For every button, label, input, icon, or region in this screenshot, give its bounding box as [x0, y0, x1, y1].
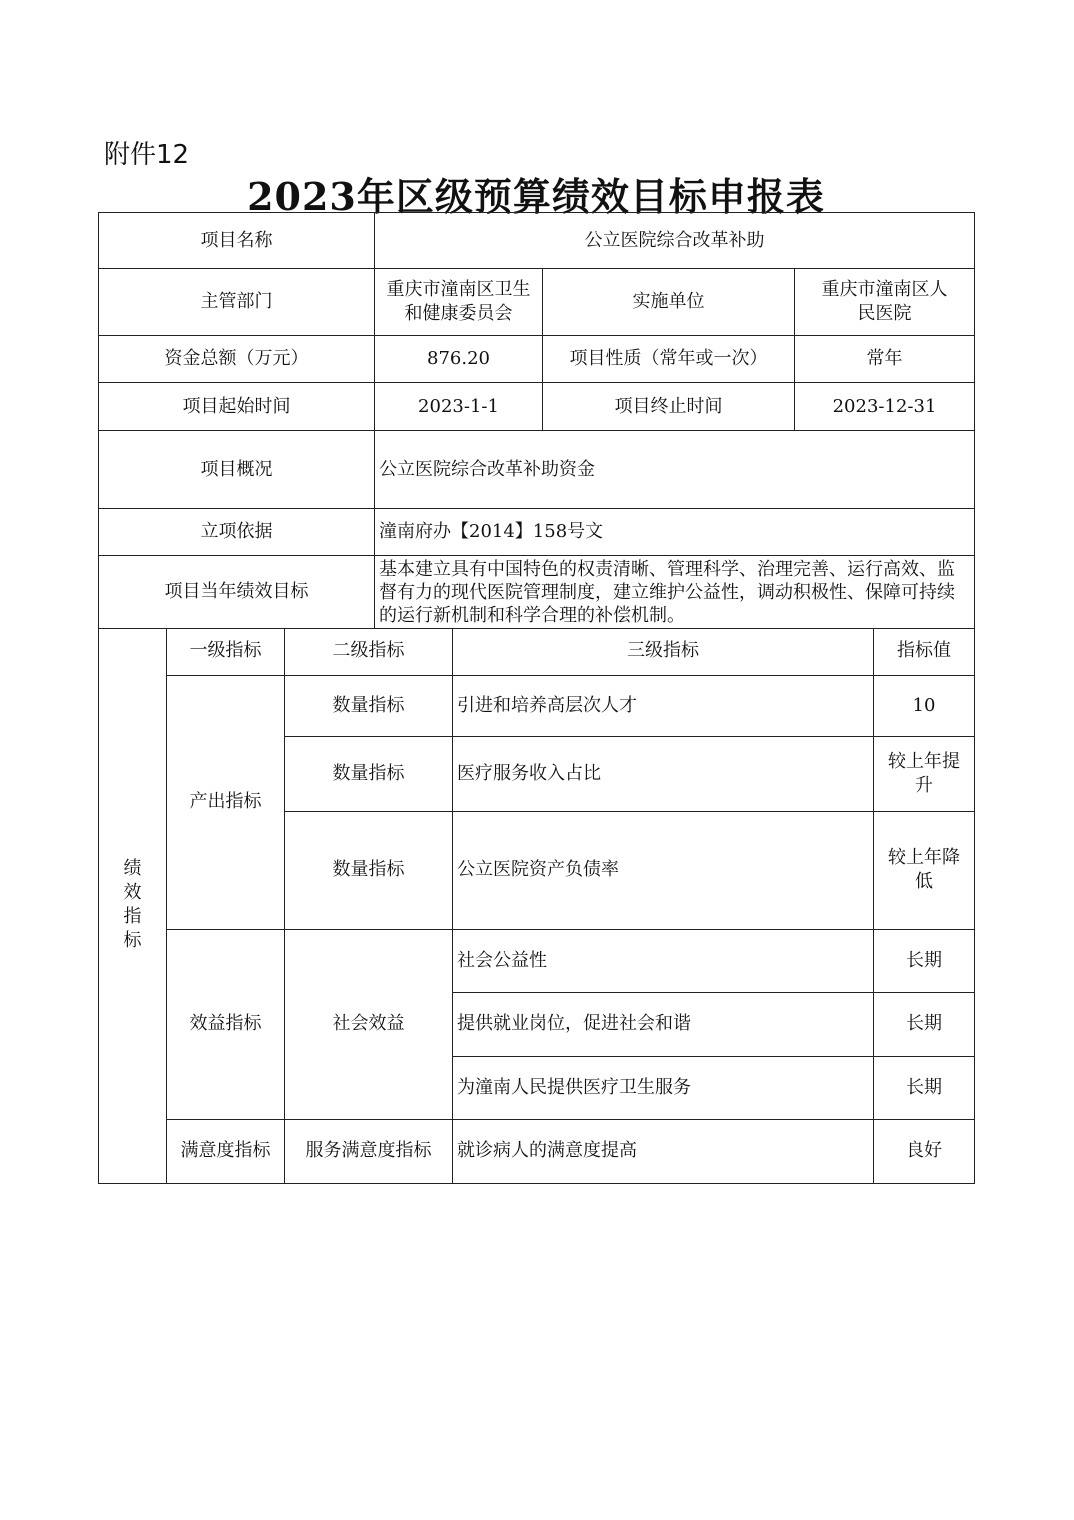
end-value: 2023-12-31 — [795, 383, 975, 431]
basis-value: 潼南府办【2014】158号文 — [375, 509, 975, 556]
level3-cell: 提供就业岗位，促进社会和谐 — [453, 992, 874, 1056]
start-label: 项目起始时间 — [99, 383, 375, 431]
project-info-table — [98, 212, 975, 629]
attachment-label: 附件12 — [104, 140, 190, 170]
social-benefit: 社会效益 — [285, 929, 453, 1119]
table-row — [99, 431, 975, 509]
header-level2: 二级指标 — [285, 628, 453, 675]
level3-cell: 社会公益性 — [453, 929, 874, 992]
basis-label: 立项依据 — [99, 509, 375, 556]
nature-label: 项目性质（常年或一次） — [543, 336, 795, 383]
table-row — [99, 509, 975, 556]
value-cell: 良好 — [874, 1119, 975, 1183]
section-label: 绩效指标 — [99, 628, 167, 1183]
goal-value: 基本建立具有中国特色的权责清晰、管理科学、治理完善、运行高效、监督有力的现代医院管理制度，建立维护公益性，调动积极性、保障可持续的运行新机制和科学合理的补偿机制。 — [375, 556, 975, 629]
table-row — [99, 929, 975, 992]
level3-cell: 引进和培养高层次人才 — [453, 675, 874, 736]
header-value: 指标值 — [874, 628, 975, 675]
satisfaction-indicator: 满意度指标 — [167, 1119, 285, 1183]
header-level3: 三级指标 — [453, 628, 874, 675]
level3-cell: 医疗服务收入占比 — [453, 736, 874, 811]
table-row — [99, 556, 975, 629]
value-cell: 较上年提升 — [874, 736, 975, 811]
table-row — [99, 213, 975, 269]
nature-value: 常年 — [795, 336, 975, 383]
level2-cell: 服务满意度指标 — [285, 1119, 453, 1183]
end-label: 项目终止时间 — [543, 383, 795, 431]
table-row — [99, 628, 975, 675]
level3-cell: 为潼南人民提供医疗卫生服务 — [453, 1056, 874, 1119]
level3-cell: 就诊病人的满意度提高 — [453, 1119, 874, 1183]
level2-cell: 数量指标 — [285, 675, 453, 736]
benefit-indicator: 效益指标 — [167, 929, 285, 1119]
dept-label: 主管部门 — [99, 269, 375, 336]
table-row — [99, 269, 975, 336]
dept-value: 重庆市潼南区卫生和健康委员会 — [375, 269, 543, 336]
project-name-value: 公立医院综合改革补助 — [375, 213, 975, 269]
value-cell: 长期 — [874, 929, 975, 992]
start-value: 2023-1-1 — [375, 383, 543, 431]
page-title: 2023年区级预算绩效目标申报表 — [247, 174, 825, 219]
header-level1: 一级指标 — [167, 628, 285, 675]
fund-label: 资金总额（万元） — [99, 336, 375, 383]
table-row — [99, 336, 975, 383]
impl-label: 实施单位 — [543, 269, 795, 336]
overview-value: 公立医院综合改革补助资金 — [375, 431, 975, 509]
value-cell: 10 — [874, 675, 975, 736]
impl-value: 重庆市潼南区人民医院 — [795, 269, 975, 336]
project-name-label: 项目名称 — [99, 213, 375, 269]
value-cell: 长期 — [874, 1056, 975, 1119]
goal-label: 项目当年绩效目标 — [99, 556, 375, 629]
level2-cell: 数量指标 — [285, 811, 453, 929]
table-row — [99, 383, 975, 431]
table-row — [99, 1119, 975, 1183]
level3-cell: 公立医院资产负债率 — [453, 811, 874, 929]
value-cell: 长期 — [874, 992, 975, 1056]
output-indicator: 产出指标 — [167, 675, 285, 929]
fund-value: 876.20 — [375, 336, 543, 383]
indicators-table — [98, 628, 975, 1184]
value-cell: 较上年降低 — [874, 811, 975, 929]
overview-label: 项目概况 — [99, 431, 375, 509]
table-row — [99, 675, 975, 736]
level2-cell: 数量指标 — [285, 736, 453, 811]
